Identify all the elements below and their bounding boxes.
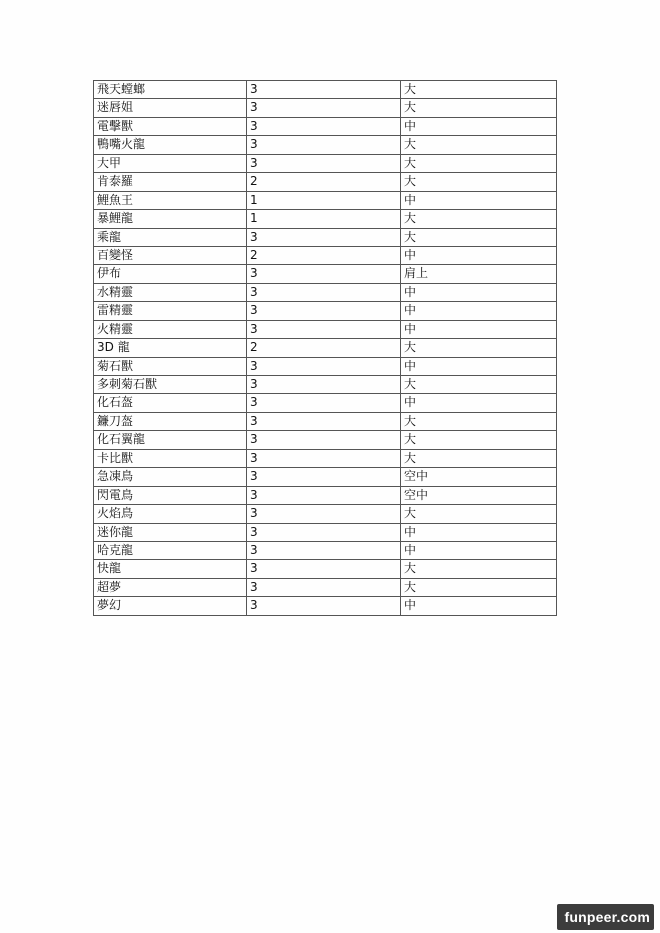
table-row [94, 339, 557, 357]
table-row [94, 376, 557, 394]
count-cell: 3 [247, 376, 401, 394]
count-cell: 1 [247, 210, 401, 228]
pokemon-name-cell: 伊布 [94, 265, 247, 283]
count-cell: 3 [247, 283, 401, 301]
watermark-logo: funpeer.com [557, 904, 654, 930]
table-row [94, 394, 557, 412]
table-row [94, 578, 557, 596]
count-cell: 3 [247, 394, 401, 412]
table-row [94, 412, 557, 430]
table-row [94, 302, 557, 320]
size-cell: 大 [401, 81, 557, 99]
pokemon-name-cell: 大甲 [94, 154, 247, 172]
pokemon-name-cell: 迷你龍 [94, 523, 247, 541]
table-row [94, 191, 557, 209]
table-row [94, 173, 557, 191]
count-cell: 3 [247, 320, 401, 338]
table-row [94, 541, 557, 559]
size-cell: 中 [401, 302, 557, 320]
size-cell: 大 [401, 431, 557, 449]
count-cell: 3 [247, 117, 401, 135]
size-cell: 大 [401, 449, 557, 467]
pokemon-name-cell: 化石盔 [94, 394, 247, 412]
size-cell: 大 [401, 228, 557, 246]
table-row [94, 486, 557, 504]
count-cell: 3 [247, 597, 401, 615]
count-cell: 3 [247, 357, 401, 375]
count-cell: 3 [247, 468, 401, 486]
size-cell: 肩上 [401, 265, 557, 283]
table-row [94, 136, 557, 154]
pokemon-name-cell: 火焰鳥 [94, 505, 247, 523]
size-cell: 中 [401, 523, 557, 541]
table-row [94, 99, 557, 117]
count-cell: 3 [247, 486, 401, 504]
size-cell: 大 [401, 136, 557, 154]
pokemon-name-cell: 火精靈 [94, 320, 247, 338]
table-row [94, 210, 557, 228]
pokemon-name-cell: 鴨嘴火龍 [94, 136, 247, 154]
size-cell: 大 [401, 505, 557, 523]
size-cell: 大 [401, 154, 557, 172]
pokemon-name-cell: 百變怪 [94, 246, 247, 264]
table-row [94, 320, 557, 338]
pokemon-name-cell: 水精靈 [94, 283, 247, 301]
pokemon-name-cell: 肯泰羅 [94, 173, 247, 191]
table-row [94, 117, 557, 135]
pokemon-name-cell: 鯉魚王 [94, 191, 247, 209]
table-row [94, 505, 557, 523]
count-cell: 1 [247, 191, 401, 209]
count-cell: 2 [247, 173, 401, 191]
size-cell: 空中 [401, 468, 557, 486]
table-row [94, 597, 557, 615]
table-row [94, 228, 557, 246]
pokemon-name-cell: 電擊獸 [94, 117, 247, 135]
pokemon-name-cell: 夢幻 [94, 597, 247, 615]
count-cell: 3 [247, 154, 401, 172]
count-cell: 3 [247, 99, 401, 117]
count-cell: 3 [247, 228, 401, 246]
count-cell: 3 [247, 578, 401, 596]
size-cell: 大 [401, 412, 557, 430]
count-cell: 2 [247, 339, 401, 357]
pokemon-name-cell: 卡比獸 [94, 449, 247, 467]
size-cell: 空中 [401, 486, 557, 504]
table-row [94, 560, 557, 578]
count-cell: 3 [247, 431, 401, 449]
size-cell: 大 [401, 560, 557, 578]
pokemon-name-cell: 3D 龍 [94, 339, 247, 357]
count-cell: 3 [247, 560, 401, 578]
pokemon-name-cell: 雷精靈 [94, 302, 247, 320]
table-row [94, 523, 557, 541]
count-cell: 3 [247, 523, 401, 541]
table-row [94, 265, 557, 283]
size-cell: 大 [401, 578, 557, 596]
pokemon-name-cell: 快龍 [94, 560, 247, 578]
table-row [94, 449, 557, 467]
count-cell: 3 [247, 449, 401, 467]
count-cell: 3 [247, 505, 401, 523]
pokemon-name-cell: 迷唇姐 [94, 99, 247, 117]
table-row [94, 283, 557, 301]
size-cell: 中 [401, 191, 557, 209]
pokemon-name-cell: 化石翼龍 [94, 431, 247, 449]
size-cell: 大 [401, 99, 557, 117]
size-cell: 中 [401, 394, 557, 412]
pokemon-name-cell: 鐮刀盔 [94, 412, 247, 430]
size-cell: 大 [401, 210, 557, 228]
table-row [94, 431, 557, 449]
table-row [94, 81, 557, 99]
size-cell: 中 [401, 246, 557, 264]
pokemon-name-cell: 超夢 [94, 578, 247, 596]
pokemon-name-cell: 暴鯉龍 [94, 210, 247, 228]
count-cell: 2 [247, 246, 401, 264]
pokemon-name-cell: 急凍鳥 [94, 468, 247, 486]
count-cell: 3 [247, 412, 401, 430]
size-cell: 中 [401, 117, 557, 135]
size-cell: 大 [401, 173, 557, 191]
table-row [94, 246, 557, 264]
pokemon-name-cell: 菊石獸 [94, 357, 247, 375]
count-cell: 3 [247, 136, 401, 154]
size-cell: 中 [401, 357, 557, 375]
size-cell: 大 [401, 376, 557, 394]
pokemon-name-cell: 哈克龍 [94, 541, 247, 559]
size-cell: 中 [401, 597, 557, 615]
count-cell: 3 [247, 265, 401, 283]
size-cell: 大 [401, 339, 557, 357]
pokemon-name-cell: 閃電鳥 [94, 486, 247, 504]
table-row [94, 154, 557, 172]
count-cell: 3 [247, 302, 401, 320]
size-cell: 中 [401, 541, 557, 559]
count-cell: 3 [247, 81, 401, 99]
size-cell: 中 [401, 283, 557, 301]
pokemon-name-cell: 飛天螳螂 [94, 81, 247, 99]
pokemon-name-cell: 多刺菊石獸 [94, 376, 247, 394]
size-cell: 中 [401, 320, 557, 338]
count-cell: 3 [247, 541, 401, 559]
pokemon-table [93, 80, 557, 616]
table-body [94, 81, 557, 616]
table-row [94, 468, 557, 486]
table-row [94, 357, 557, 375]
pokemon-name-cell: 乘龍 [94, 228, 247, 246]
